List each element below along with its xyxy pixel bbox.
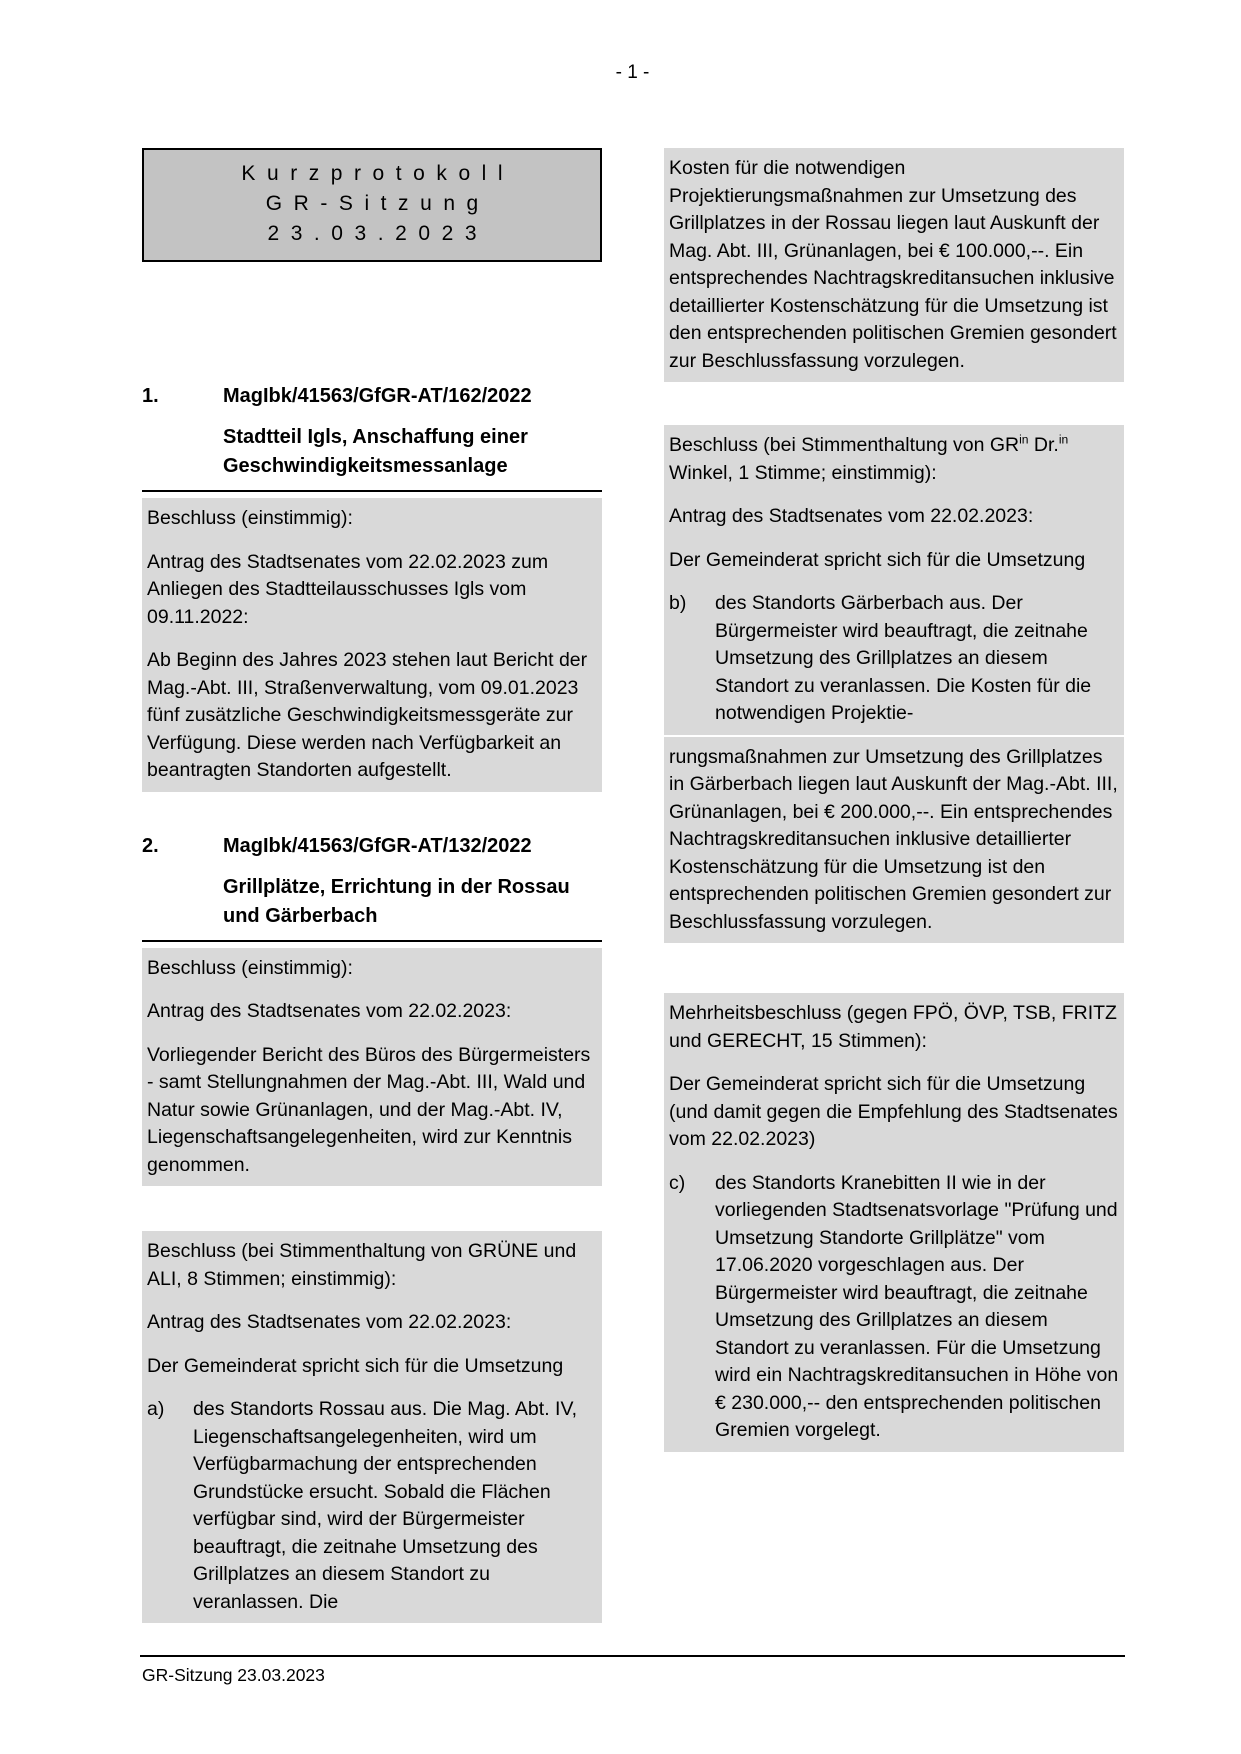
agenda-item-1-heading (142, 382, 602, 492)
decision-block-item2-1 (142, 948, 602, 1187)
decision-block-item2-2-continuation (664, 148, 1124, 382)
list-item-b (669, 590, 1119, 728)
list-item-marker: a) (147, 1398, 165, 1420)
agenda-item-1-reference-row (142, 382, 602, 411)
protocol-header-box (142, 148, 602, 262)
decision-paragraph: Antrag des Stadtsenates vom 22.02.2023: (147, 1311, 512, 1333)
list-item-marker: b) (669, 592, 687, 614)
agenda-item-2-heading (142, 832, 602, 942)
decision-paragraph: Antrag des Stadtsenates vom 22.02.2023: (147, 1000, 512, 1022)
decision-block-item2-2 (142, 1231, 602, 1623)
decision-paragraph: Vorliegender Bericht des Büros des Bürgermeisters - samt Stellungnahmen der Mag.-Abt. III, Wald und Natur sowie Grünanlagen, und der Mag.-Abt. IV, Liegenschaftsangelegenheiten, wird zur Kenntnis genommen. (147, 1043, 591, 1176)
agenda-item-title: Grillplätze, Errichtung in der Rossau und Gärberbach (223, 875, 570, 927)
protocol-date: 23.03.2023 (267, 222, 489, 245)
list-item-text: des Standorts Gärberbach aus. Der Bürgermeister wird beauftragt, die zeitnahe Umsetzung des Grillplatzes an diesem Standort zu veranlassen. Die Kosten für die notwendigen Projektie- (715, 592, 1092, 724)
list-item-b-continuation: rungsmaßnahmen zur Umsetzung des Grillplatzes in Gärberbach liegen laut Auskunft der Mag.-Abt. III, Grünanlagen, bei € 200.000,--. Ein entsprechendes Nachtragskreditansuchen inklusive detaillierter Kostenschätzung für die Umsetzung ist den entsprechenden politischen Gremien gesondert zur Beschlussfassung vorzulegen. (669, 745, 1118, 933)
right-column (664, 148, 1124, 1452)
left-column (142, 148, 602, 1623)
protocol-title: Kurzprotokoll (241, 162, 515, 185)
decision-heading: Beschluss (bei Stimmenthaltung von $GR^{in}$ Dr.$^{in}$ Winkel, 1 Stimme; einstimmig): (669, 432, 1069, 484)
protocol-subtitle: GR-Sitzung (265, 192, 490, 215)
agenda-item-title: Stadtteil Igls, Anschaffung einer Geschwindigkeitsmessanlage (223, 426, 528, 477)
footer-text: GR-Sitzung 23.03.2023 (142, 1665, 325, 1685)
decision-paragraph: Antrag des Stadtsenates vom 22.02.2023 zum Anliegen des Stadtteilausschusses Igls vom 09.11.2022: (147, 550, 549, 628)
page-number: - 1 - (615, 62, 650, 83)
agenda-item-reference: MagIbk/41563/GfGR-AT/132/2022 (223, 834, 532, 857)
decision-paragraph: Der Gemeinderat spricht sich für die Umsetzung (147, 1354, 564, 1377)
decision-heading: Beschluss (bei Stimmenthaltung von GRÜNE und ALI, 8 Stimmen; einstimmig): (147, 1240, 577, 1290)
list-item-text: des Standorts Rossau aus. Die Mag. Abt. IV, Liegenschaftsangelegenheiten, wird um Verfügbarmachung der entsprechenden Grundstücke ersucht. Sobald die Flächen verfügbar sind, wird der Bürgermeister beauftragt, die zeitnahe Umsetzung des Grillplatzes an diesem Standort zu veranlassen. Die (193, 1398, 578, 1613)
agenda-item-number: 1. (142, 385, 159, 407)
decision-paragraph: Antrag des Stadtsenates vom 22.02.2023: (669, 505, 1034, 527)
decision-block-item1 (142, 498, 602, 792)
decision-paragraph: Der Gemeinderat spricht sich für die Umsetzung (und damit gegen die Empfehlung des Stadtsenates vom 22.02.2023) (669, 1073, 1118, 1150)
decision-heading: Mehrheitsbeschluss (gegen FPÖ, ÖVP, TSB, FRITZ und GERECHT, 15 Stimmen): (669, 1002, 1117, 1052)
decision-paragraph: Der Gemeinderat spricht sich für die Umsetzung (669, 548, 1086, 571)
list-item-c (669, 1170, 1119, 1445)
decision-block-item2-4 (664, 993, 1124, 1452)
list-item-text: des Standorts Kranebitten II wie in der vorliegenden Stadtsenatsvorlage "Prüfung und Umsetzung Standorte Grillplätze" vom 17.06.2020 vorgeschlagen aus. Der Bürgermeister wird beauftragt, die zeitnahe Umsetzung des Grillplatzes an diesem Standort zu veranlassen. Für die Umsetzung wird ein Nachtragskreditansuchen in Höhe von € 230.000,-- den entsprechenden politischen Gremien vorgelegt. (715, 1171, 1119, 1441)
agenda-item-number: 2. (142, 834, 159, 857)
list-item-marker: c) (669, 1171, 686, 1194)
agenda-item-reference: MagIbk/41563/GfGR-AT/162/2022 (223, 385, 532, 407)
decision-block-item2-3 (664, 425, 1124, 735)
decision-heading: Beschluss (einstimmig): (147, 507, 353, 529)
list-item-a-continuation: Kosten für die notwendigen Projektierungsmaßnahmen zur Umsetzung des Grillplatzes in der Rossau liegen laut Auskunft der Mag. Abt. III, Grünanlagen, bei € 100.000,--. Ein entsprechendes Nachtragskreditansuchen inklusive detaillierter Kostenschätzung für die Umsetzung ist den entsprechenden politischen Gremien gesondert zur Beschlussfassung vorzulegen. (669, 157, 1117, 372)
list-item-a (147, 1396, 597, 1616)
decision-heading: Beschluss (einstimmig): (147, 956, 353, 979)
agenda-item-2-reference-row (142, 832, 602, 861)
footer-rule (140, 1655, 1125, 1657)
decision-paragraph: Ab Beginn des Jahres 2023 stehen laut Bericht der Mag.-Abt. III, Straßenverwaltung, vom 09.01.2023 fünf zusätzliche Geschwindigkeitsmessgeräte zur Verfügung. Diese werden nach Verfügbarkeit an beantragten Standorten aufgestellt. (147, 649, 588, 781)
decision-block-item2-3-continuation (664, 737, 1124, 944)
